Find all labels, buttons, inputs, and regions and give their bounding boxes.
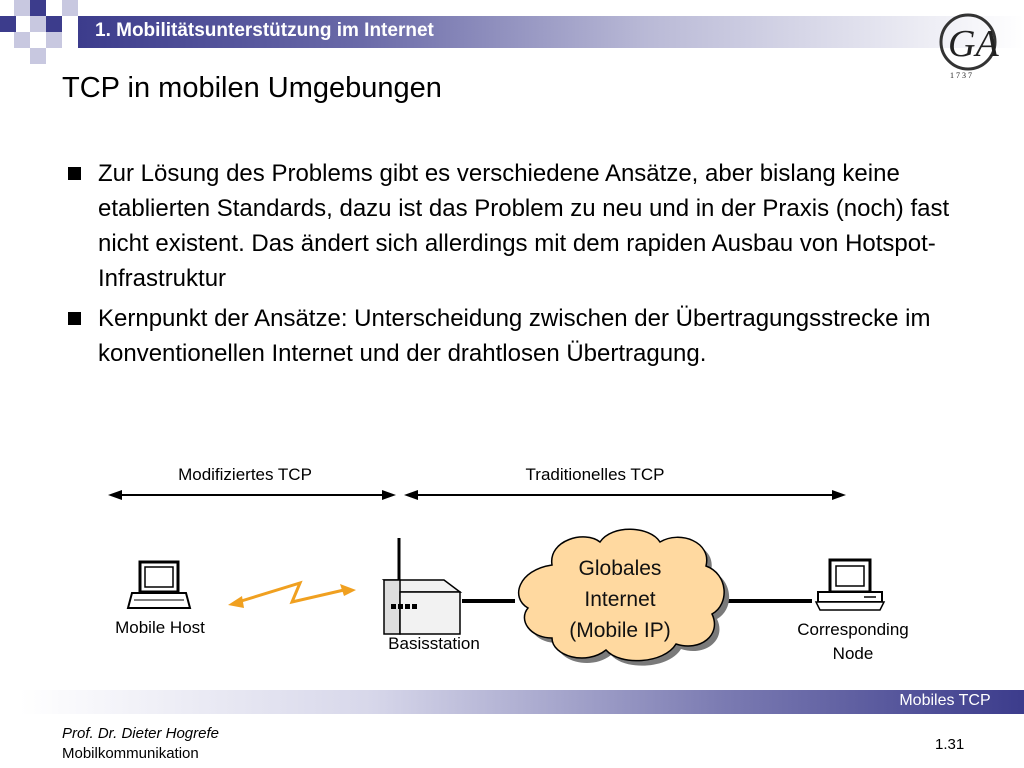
- bullet-list: [60, 156, 980, 376]
- base-station-label: Basisstation: [388, 634, 480, 653]
- traditional-tcp-label: Traditionelles TCP: [525, 465, 665, 484]
- bullet-square-icon: [68, 312, 81, 325]
- footer-author: Prof. Dr. Dieter Hogrefe: [62, 725, 219, 742]
- corresponding-line-2: Node: [832, 644, 874, 663]
- modified-tcp-label: Modifiziertes TCP: [178, 465, 312, 484]
- footer-topic: Mobiles TCP: [899, 692, 991, 709]
- bullet-square-icon: [68, 167, 81, 180]
- base-station-icon: [384, 538, 460, 634]
- bullet-text: Kernpunkt der Ansätze: Unterscheidung zwischen der Übertragungsstrecke im konventionellen Internet und der drahtlosen Übertragung.: [98, 305, 931, 367]
- logo-letters: GA: [948, 23, 999, 65]
- bullet-item: [60, 156, 980, 296]
- mobile-host-label: Mobile Host: [115, 618, 205, 637]
- cloud-line-3: (Mobile IP): [569, 619, 671, 642]
- bullet-text: Zur Lösung des Problems gibt es verschiedene Ansätze, aber bislang keine etablierten Standards, dazu ist das Problem zu neu und in der Praxis (noch) fast nicht existent. Das ändert sich allerdings mit dem rapiden Ausbau von Hotspot-Infrastruktur: [98, 160, 950, 292]
- laptop-icon: [128, 562, 190, 608]
- traditional-tcp-span-arrow: [404, 490, 846, 500]
- cloud-label: [530, 553, 710, 646]
- modified-tcp-span-arrow: [108, 490, 396, 500]
- bullet-item: [60, 301, 980, 371]
- cloud-line-2: Internet: [584, 588, 656, 611]
- cloud-line-1: Globales: [578, 557, 662, 580]
- slide-title: TCP in mobilen Umgebungen: [62, 72, 442, 104]
- corner-decoration: [0, 0, 80, 60]
- university-logo: [930, 8, 1010, 83]
- logo-year: 1 7 3 7: [950, 71, 972, 80]
- desktop-computer-icon: [816, 560, 884, 610]
- wireless-link-icon: [228, 583, 356, 608]
- footer-course: Mobilkommunikation: [62, 745, 199, 762]
- footer-author-block: [62, 724, 219, 764]
- section-title: 1. Mobilitätsunterstützung im Internet: [95, 20, 434, 41]
- corresponding-node-label: [770, 618, 936, 666]
- corresponding-line-1: Corresponding: [797, 620, 909, 639]
- page-number: 1.31: [935, 736, 965, 753]
